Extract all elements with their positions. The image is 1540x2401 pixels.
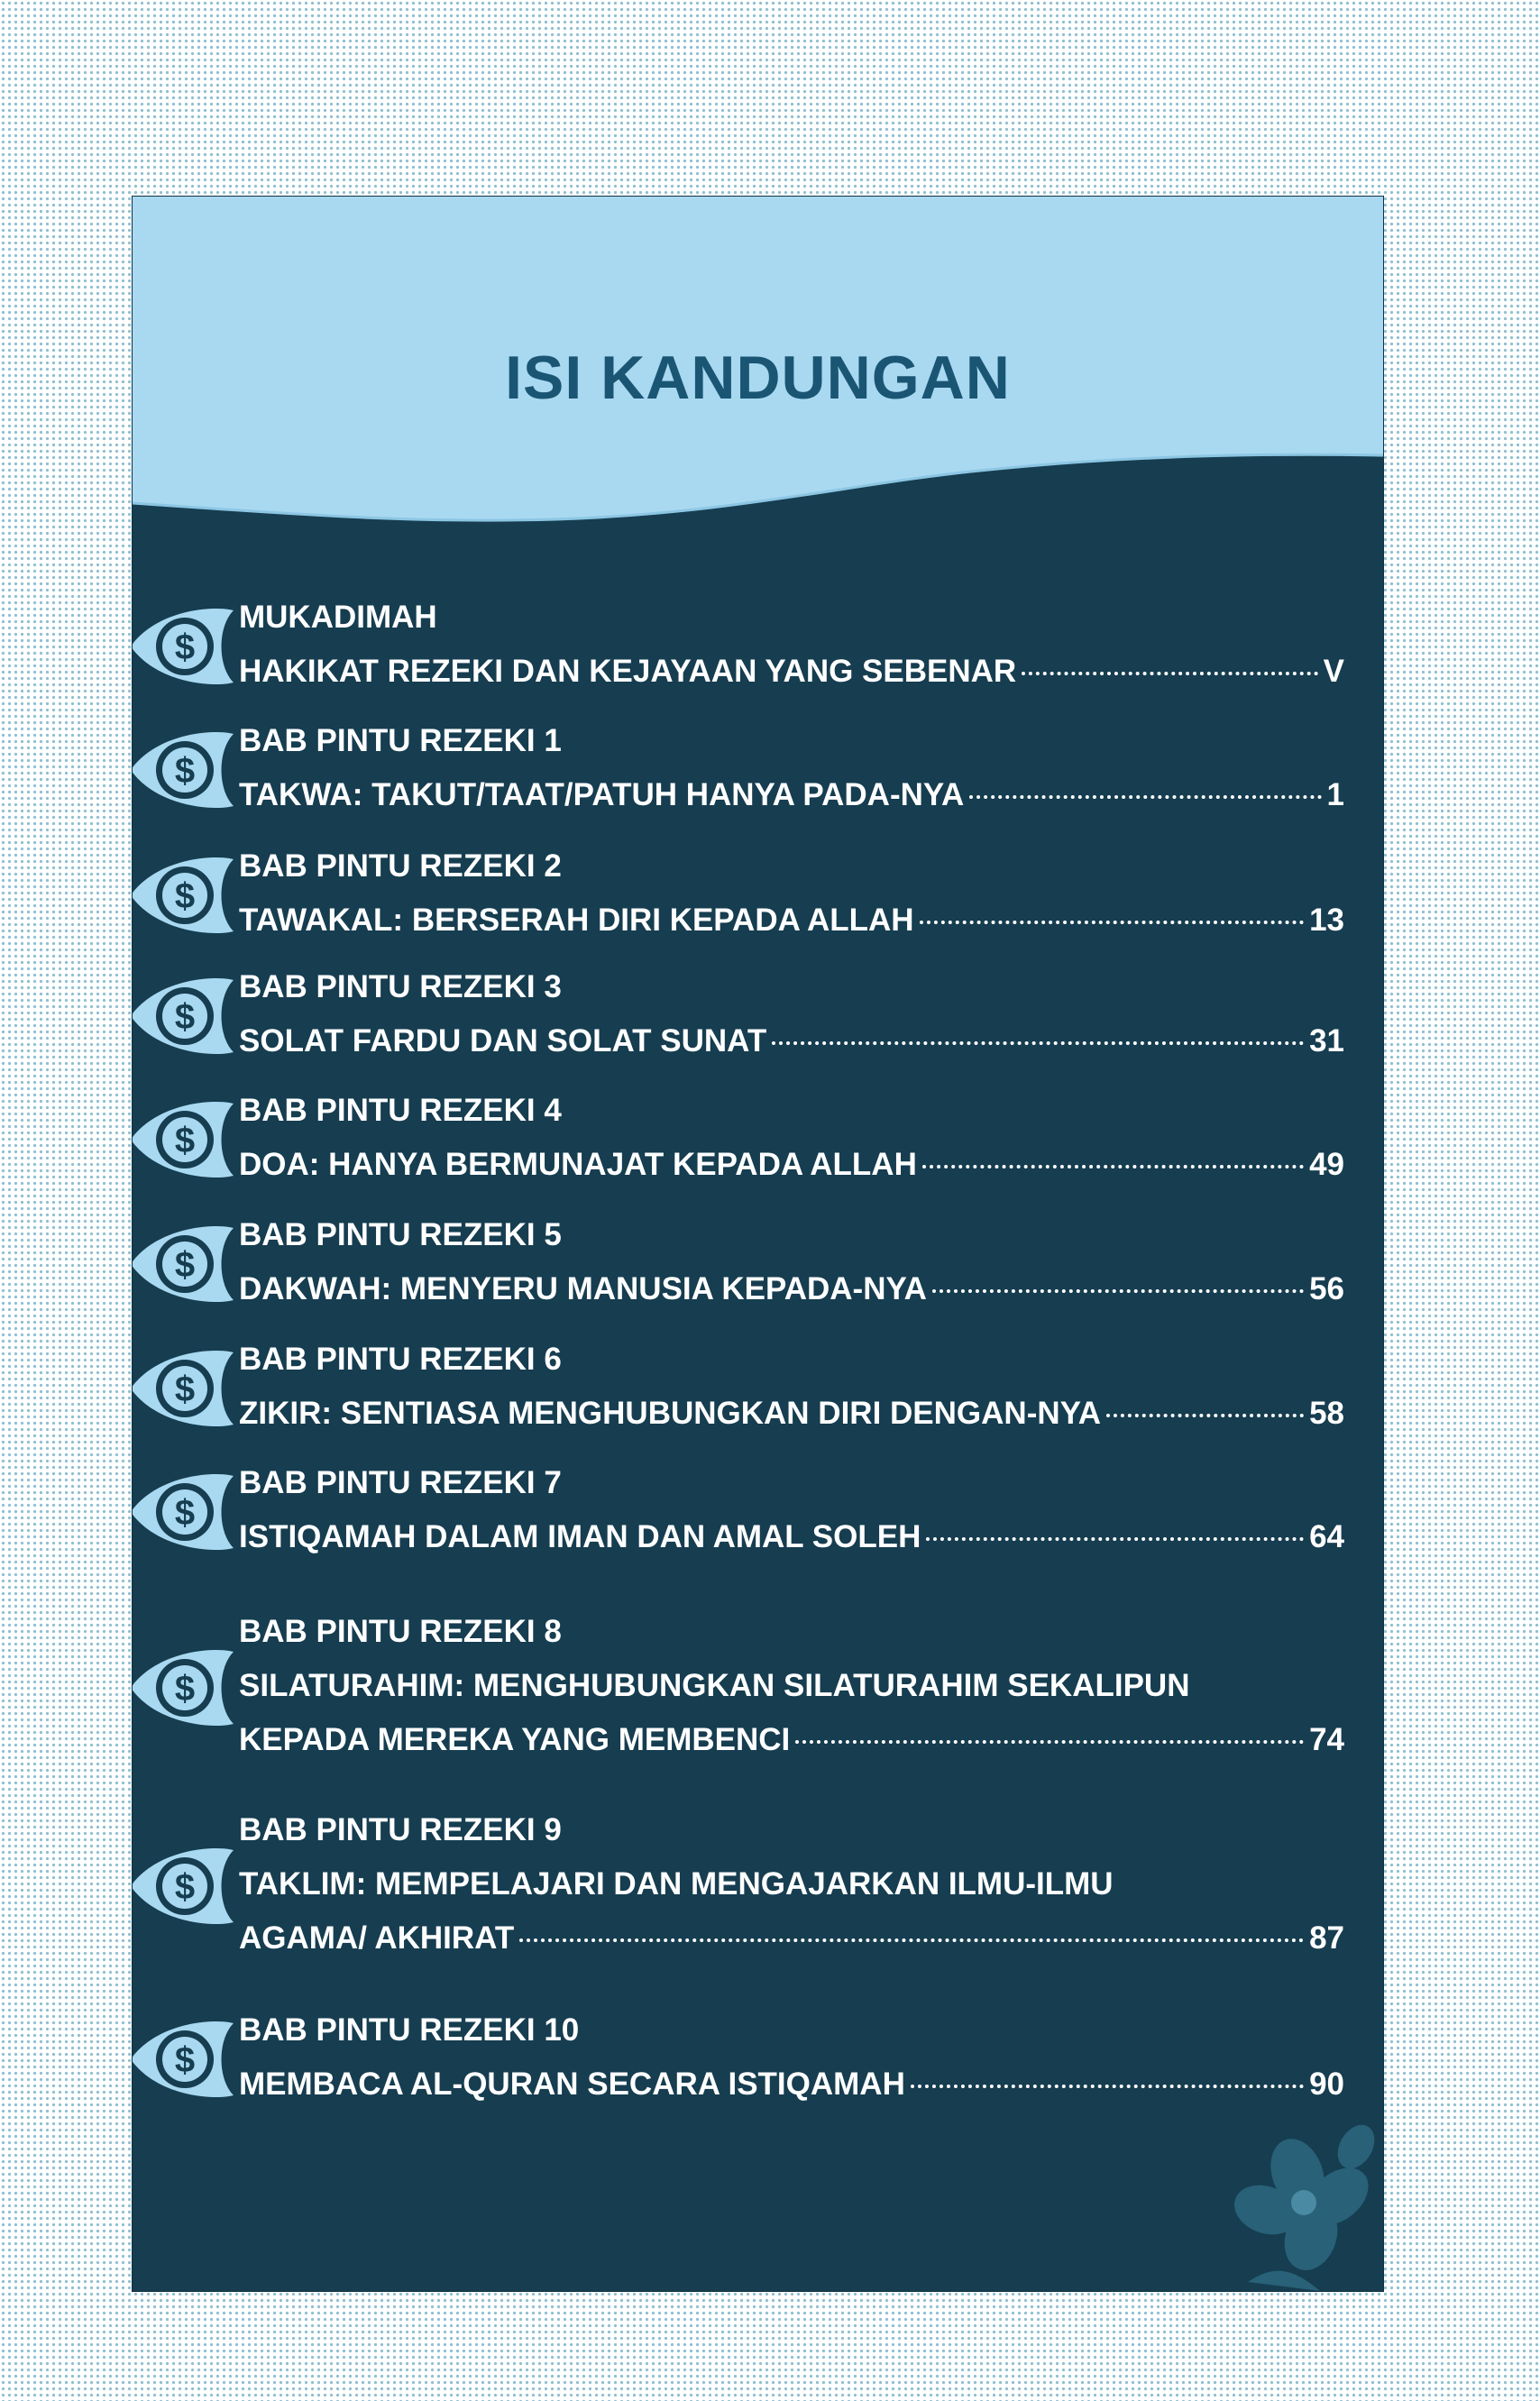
svg-text:$: $ <box>174 1370 196 1409</box>
page-number: 87 <box>1309 1920 1344 1956</box>
chapter-title-line[interactable] <box>239 1269 1344 1309</box>
svg-text:$: $ <box>174 997 196 1037</box>
page-number: 31 <box>1309 1023 1344 1058</box>
dollar-eye-icon <box>133 1843 235 1929</box>
dot-leader <box>772 1041 1304 1045</box>
chapter-heading-text: MUKADIMAH <box>239 600 437 635</box>
chapter-heading <box>239 2011 1344 2050</box>
chapter-title-line[interactable] <box>239 1666 1344 1706</box>
chapter-title-line[interactable] <box>239 2065 1344 2104</box>
chapter-title-line[interactable] <box>239 1919 1344 1958</box>
svg-text:$: $ <box>174 876 196 916</box>
dollar-eye-icon <box>133 973 235 1059</box>
page-number: 1 <box>1326 777 1344 812</box>
chapter-heading <box>239 847 1344 886</box>
chapter-heading-text: BAB PINTU REZEKI 3 <box>239 969 562 1004</box>
dot-leader <box>969 795 1321 799</box>
chapter-title-line[interactable] <box>239 1720 1344 1760</box>
chapter-heading <box>239 1810 1344 1850</box>
chapter-title-line[interactable] <box>239 1517 1344 1557</box>
chapter-heading-text: BAB PINTU REZEKI 9 <box>239 1812 562 1847</box>
dot-leader <box>920 921 1304 924</box>
dot-leader <box>1106 1414 1304 1417</box>
chapter-heading-text: BAB PINTU REZEKI 1 <box>239 723 562 758</box>
chapter-title-line[interactable] <box>239 1394 1344 1434</box>
dollar-eye-icon <box>133 1096 235 1183</box>
dot-leader <box>926 1537 1304 1541</box>
chapter-title-line[interactable] <box>239 1145 1344 1185</box>
dollar-eye-icon <box>133 1345 235 1432</box>
chapter-title: SILATURAHIM: MENGHUBUNGKAN SILATURAHIM SEKALIPUN <box>239 1668 1190 1703</box>
page-number: 74 <box>1309 1722 1344 1757</box>
page-number: 56 <box>1309 1271 1344 1306</box>
svg-text:$: $ <box>174 1867 196 1907</box>
chapter-heading <box>239 1340 1344 1379</box>
chapter-title: ZIKIR: SENTIASA MENGHUBUNGKAN DIRI DENGAN-NYA <box>239 1396 1102 1431</box>
chapter-title: DOA: HANYA BERMUNAJAT KEPADA ALLAH <box>239 1147 917 1182</box>
chapter-title: DAKWAH: MENYERU MANUSIA KEPADA-NYA <box>239 1271 927 1306</box>
chapter-heading <box>239 1215 1344 1255</box>
dollar-eye-icon <box>133 2016 235 2103</box>
chapter-heading <box>239 721 1344 761</box>
chapter-heading-text: BAB PINTU REZEKI 2 <box>239 848 562 884</box>
chapter-heading <box>239 598 1344 637</box>
chapter-heading <box>239 1091 1344 1131</box>
chapter-heading <box>239 967 1344 1007</box>
page-number: 64 <box>1309 1519 1344 1554</box>
chapter-title-line[interactable] <box>239 1022 1344 1061</box>
chapter-title: SOLAT FARDU DAN SOLAT SUNAT <box>239 1023 767 1058</box>
page-title: ISI KANDUNGAN <box>505 344 1011 412</box>
dot-leader <box>932 1289 1304 1293</box>
dot-leader <box>795 1740 1304 1744</box>
chapter-title: AGAMA/ AKHIRAT <box>239 1920 515 1956</box>
chapter-heading-text: BAB PINTU REZEKI 5 <box>239 1217 562 1252</box>
page-number: 49 <box>1309 1147 1344 1182</box>
dollar-eye-icon <box>133 852 235 939</box>
dollar-eye-icon <box>133 727 235 813</box>
dot-leader <box>519 1938 1304 1942</box>
chapter-heading-text: BAB PINTU REZEKI 4 <box>239 1093 562 1128</box>
chapter-title: TAKLIM: MEMPELAJARI DAN MENGAJARKAN ILMU-ILMU <box>239 1866 1114 1902</box>
chapter-heading-text: BAB PINTU REZEKI 6 <box>239 1342 562 1377</box>
chapter-title-line[interactable] <box>239 652 1344 692</box>
dot-leader <box>1022 672 1317 675</box>
page-number: V <box>1323 654 1344 689</box>
dollar-eye-icon <box>133 603 235 690</box>
dollar-eye-icon <box>133 1469 235 1555</box>
chapter-title: HAKIKAT REZEKI DAN KEJAYAAN YANG SEBENAR <box>239 654 1017 689</box>
chapter-title: KEPADA MEREKA YANG MEMBENCI <box>239 1722 791 1757</box>
flower-ornament-icon <box>1212 2111 1383 2291</box>
chapter-heading <box>239 1612 1344 1652</box>
chapter-heading-text: BAB PINTU REZEKI 10 <box>239 2012 580 2048</box>
chapter-title-line[interactable] <box>239 1865 1344 1904</box>
chapter-heading <box>239 1463 1344 1503</box>
page-number: 13 <box>1309 903 1344 938</box>
svg-text:$: $ <box>174 2040 196 2080</box>
svg-text:$: $ <box>174 628 196 667</box>
chapter-title: TAKWA: TAKUT/TAAT/PATUH HANYA PADA-NYA <box>239 777 965 812</box>
chapter-heading-text: BAB PINTU REZEKI 7 <box>239 1465 562 1500</box>
svg-text:$: $ <box>174 751 196 791</box>
chapter-title-line[interactable] <box>239 901 1344 940</box>
dot-leader <box>911 2085 1304 2088</box>
svg-text:$: $ <box>174 1669 196 1709</box>
svg-text:$: $ <box>174 1245 196 1285</box>
svg-text:$: $ <box>174 1121 196 1160</box>
contents-page <box>133 197 1383 2291</box>
chapter-heading-text: BAB PINTU REZEKI 8 <box>239 1614 562 1649</box>
dollar-eye-icon <box>133 1645 235 1731</box>
chapter-title: MEMBACA AL-QURAN SECARA ISTIQAMAH <box>239 2067 905 2102</box>
page-number: 90 <box>1309 2067 1344 2102</box>
dot-leader <box>922 1165 1304 1168</box>
chapter-title: ISTIQAMAH DALAM IMAN DAN AMAL SOLEH <box>239 1519 921 1554</box>
svg-text:$: $ <box>174 1493 196 1533</box>
chapter-title-line[interactable] <box>239 775 1344 815</box>
dollar-eye-icon <box>133 1221 235 1307</box>
page-number: 58 <box>1309 1396 1344 1431</box>
chapter-title: TAWAKAL: BERSERAH DIRI KEPADA ALLAH <box>239 903 914 938</box>
